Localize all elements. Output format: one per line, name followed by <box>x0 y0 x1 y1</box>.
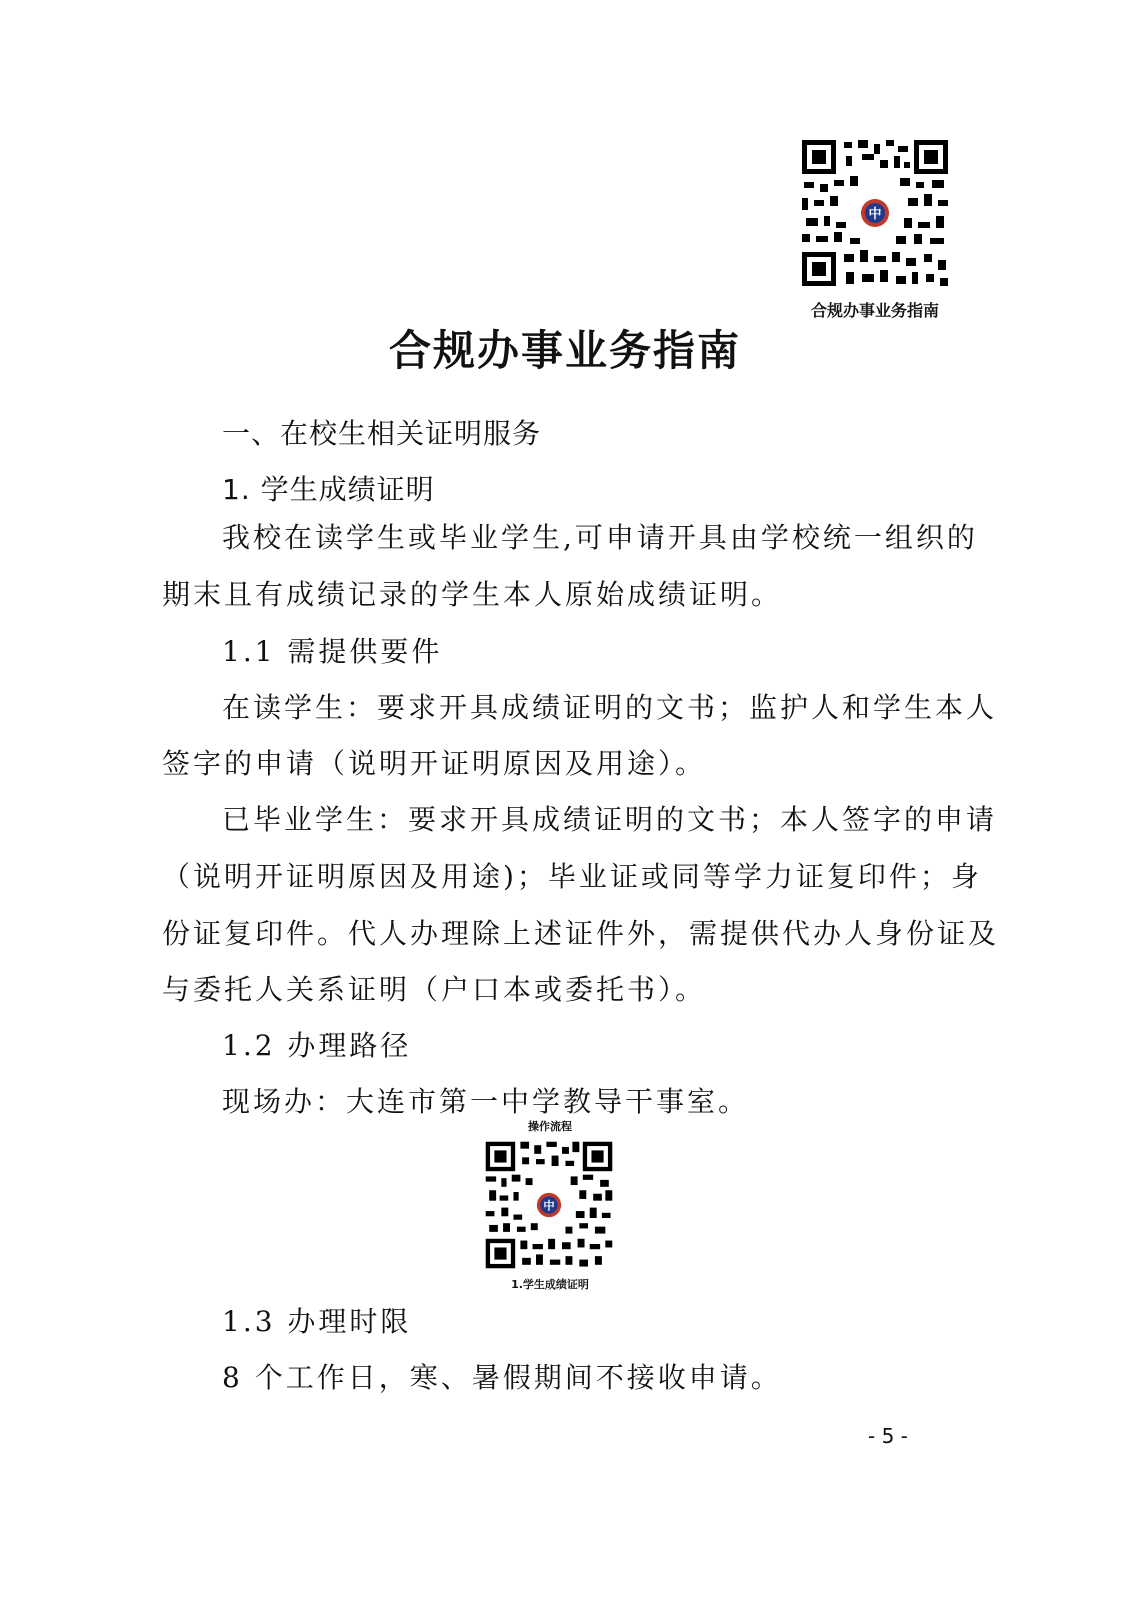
qr-finder-top-left <box>802 140 836 174</box>
paragraph-line: 份证复印件。代人办理除上述证件外，需提供代办人身份证及 <box>162 917 1000 950</box>
paragraph-line: 在读学生：要求开具成绩证明的文书；监护人和学生本人 <box>222 691 998 724</box>
paragraph-line: 期末且有成绩记录的学生本人原始成绩证明。 <box>162 578 783 611</box>
qr-code-image-process <box>484 1140 614 1270</box>
paragraph-line: 签字的申请（说明开证明原因及用途）。 <box>162 747 707 780</box>
qr-finder-bottom-left <box>802 252 836 286</box>
qr-center-seal-top <box>858 196 892 230</box>
qr-caption-process: 操作流程 <box>528 1120 572 1133</box>
svg-text:中: 中 <box>543 1199 555 1213</box>
document-title: 合规办事业务指南 <box>388 326 741 375</box>
section-heading: 一、在校生相关证明服务 <box>222 417 542 450</box>
svg-text:中: 中 <box>868 207 882 222</box>
qr-code-image-top <box>800 138 950 288</box>
page-number: - 5 - <box>868 1424 908 1448</box>
subheading: 1.1 需提供要件 <box>222 635 443 668</box>
qr-caption-top: 合规办事业务指南 <box>810 301 939 320</box>
paragraph-line: 现场办：大连市第一中学教导干事室。 <box>222 1085 750 1118</box>
paragraph-line: 我校在读学生或毕业学生,可申请开具由学校统一组织的 <box>222 521 978 554</box>
item-heading: 1. 学生成绩证明 <box>222 473 435 506</box>
paragraph-line: 8 个工作日，寒、暑假期间不接收申请。 <box>222 1361 782 1394</box>
paragraph-line: 与委托人关系证明（户口本或委托书）。 <box>162 973 707 1006</box>
paragraph-line: （说明开证明原因及用途)；毕业证或同等学力证复印件；身 <box>162 860 982 893</box>
qr-finder-top-right <box>914 140 948 174</box>
subheading: 1.3 办理时限 <box>222 1305 412 1338</box>
qr-caption-score-cert: 1.学生成绩证明 <box>511 1278 589 1291</box>
subheading: 1.2 办理路径 <box>222 1029 412 1062</box>
paragraph-line: 已毕业学生：要求开具成绩证明的文书；本人签字的申请 <box>222 803 998 836</box>
